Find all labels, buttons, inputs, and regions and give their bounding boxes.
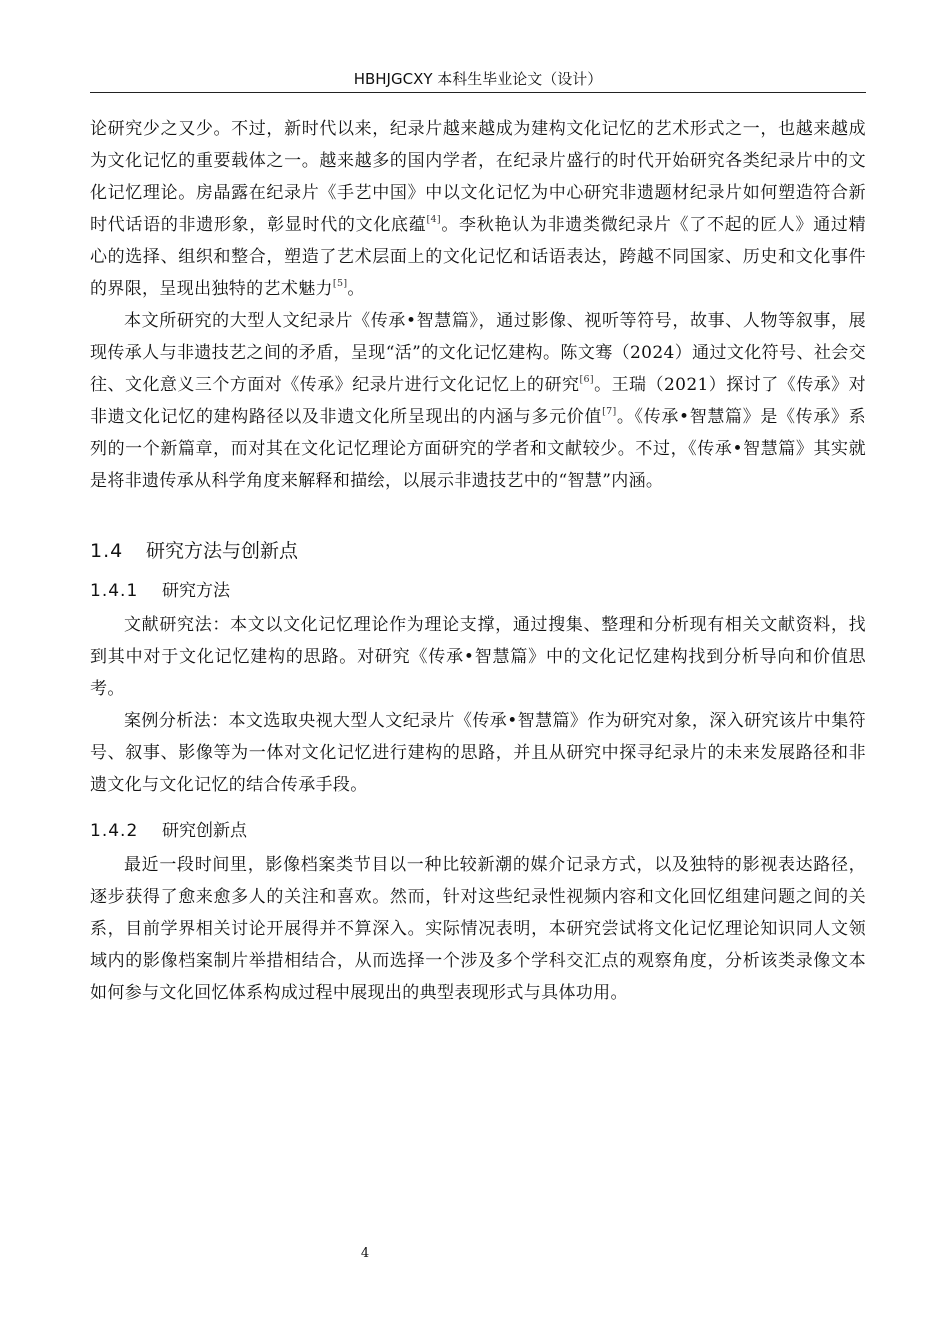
paragraph-text: 。李秋艳认为非遗类微纪录片《了不起的匠人》通过精心的选择、组织和整合，塑造了艺术层面上的文化记忆和话语表达，跨越不同国家、历史和文化事件的界限，呈现出独特的艺术魅力 [90, 215, 866, 299]
body-paragraph: 案例分析法：本文选取央视大型人文纪录片《传承•智慧篇》作为研究对象，深入研究该片中集符号、叙事、影像等为一体对文化记忆进行建构的思路，并且从研究中探寻纪录片的未来发展路径和非遗文化与文化记忆的结合传承手段。 [90, 711, 866, 795]
section-heading [90, 535, 866, 567]
subsection-title: 研究创新点 [162, 821, 247, 841]
header-rule [90, 92, 866, 93]
page-body [90, 113, 866, 1009]
subsection-heading [90, 815, 866, 847]
body-paragraph [90, 305, 866, 497]
section-number: 1.4 [90, 540, 124, 562]
subsection-number: 1.4.2 [90, 821, 139, 841]
section-title: 研究方法与创新点 [146, 540, 299, 562]
paragraph-text: 。王瑞（2021）探讨了《传承》对非遗文化记忆的建构路径以及非遗文化所呈现出的内涵与多元价值 [90, 375, 866, 427]
subsection-title: 研究方法 [162, 581, 230, 601]
subsection-heading [90, 575, 866, 607]
citation-ref: [7] [602, 406, 617, 418]
citation-ref: [6] [579, 374, 594, 386]
body-paragraph: 文献研究法：本文以文化记忆理论作为理论支撑，通过搜集、整理和分析现有相关文献资料，找到其中对于文化记忆建构的思路。对研究《传承•智慧篇》中的文化记忆建构找到分析导向和价值思考。 [90, 615, 866, 699]
subsection-number: 1.4.1 [90, 581, 139, 601]
page-number: 4 [360, 1246, 370, 1261]
running-header: HBHJGCXY 本科生毕业论文（设计） [353, 70, 603, 88]
body-paragraph: 最近一段时间里，影像档案类节目以一种比较新潮的媒介记录方式，以及独特的影视表达路径，逐步获得了愈来愈多人的关注和喜欢。然而，针对这些纪录性视频内容和文化回忆组建问题之间的关系，目前学界相关讨论开展得并不算深入。实际情况表明，本研究尝试将文化记忆理论知识同人文领域内的影像档案制片举措相结合，从而选择一个涉及多个学科交汇点的观察角度，分析该类录像文本如何参与文化回忆体系构成过程中展现出的典型表现形式与具体功用。 [90, 855, 866, 1003]
body-paragraph [90, 113, 866, 305]
paragraph-text: 本文所研究的大型人文纪录片《传承•智慧篇》，通过影像、视听等符号，故事、人物等叙事，展现传承人与非遗技艺之间的矛盾，呈现“活”的文化记忆建构。陈文骞（2024）通过文化符号、社会交往、文化意义三个方面对《传承》纪录片进行文化记忆上的研究 [90, 311, 866, 395]
paragraph-text: 论研究少之又少。不过，新时代以来，纪录片越来越成为建构文化记忆的艺术形式之一，也越来越成为文化记忆的重要载体之一。越来越多的国内学者，在纪录片盛行的时代开始研究各类纪录片中的文化记忆理论。房晶露在纪录片《手艺中国》中以文化记忆为中心研究非遗题材纪录片如何塑造符合新时代话语的非遗形象，彰显时代的文化底蕴 [90, 119, 866, 235]
citation-ref: [4] [426, 214, 441, 226]
citation-ref: [5] [332, 278, 348, 290]
paragraph-text: 。《传承•智慧篇》是《传承》系列的一个新篇章，而对其在文化记忆理论方面研究的学者和文献较少。不过，《传承•智慧篇》其实就是将非遗传承从科学角度来解释和描绘，以展示非遗技艺中的“智慧”内涵。 [90, 407, 866, 491]
paragraph-text: 。 [347, 279, 365, 299]
